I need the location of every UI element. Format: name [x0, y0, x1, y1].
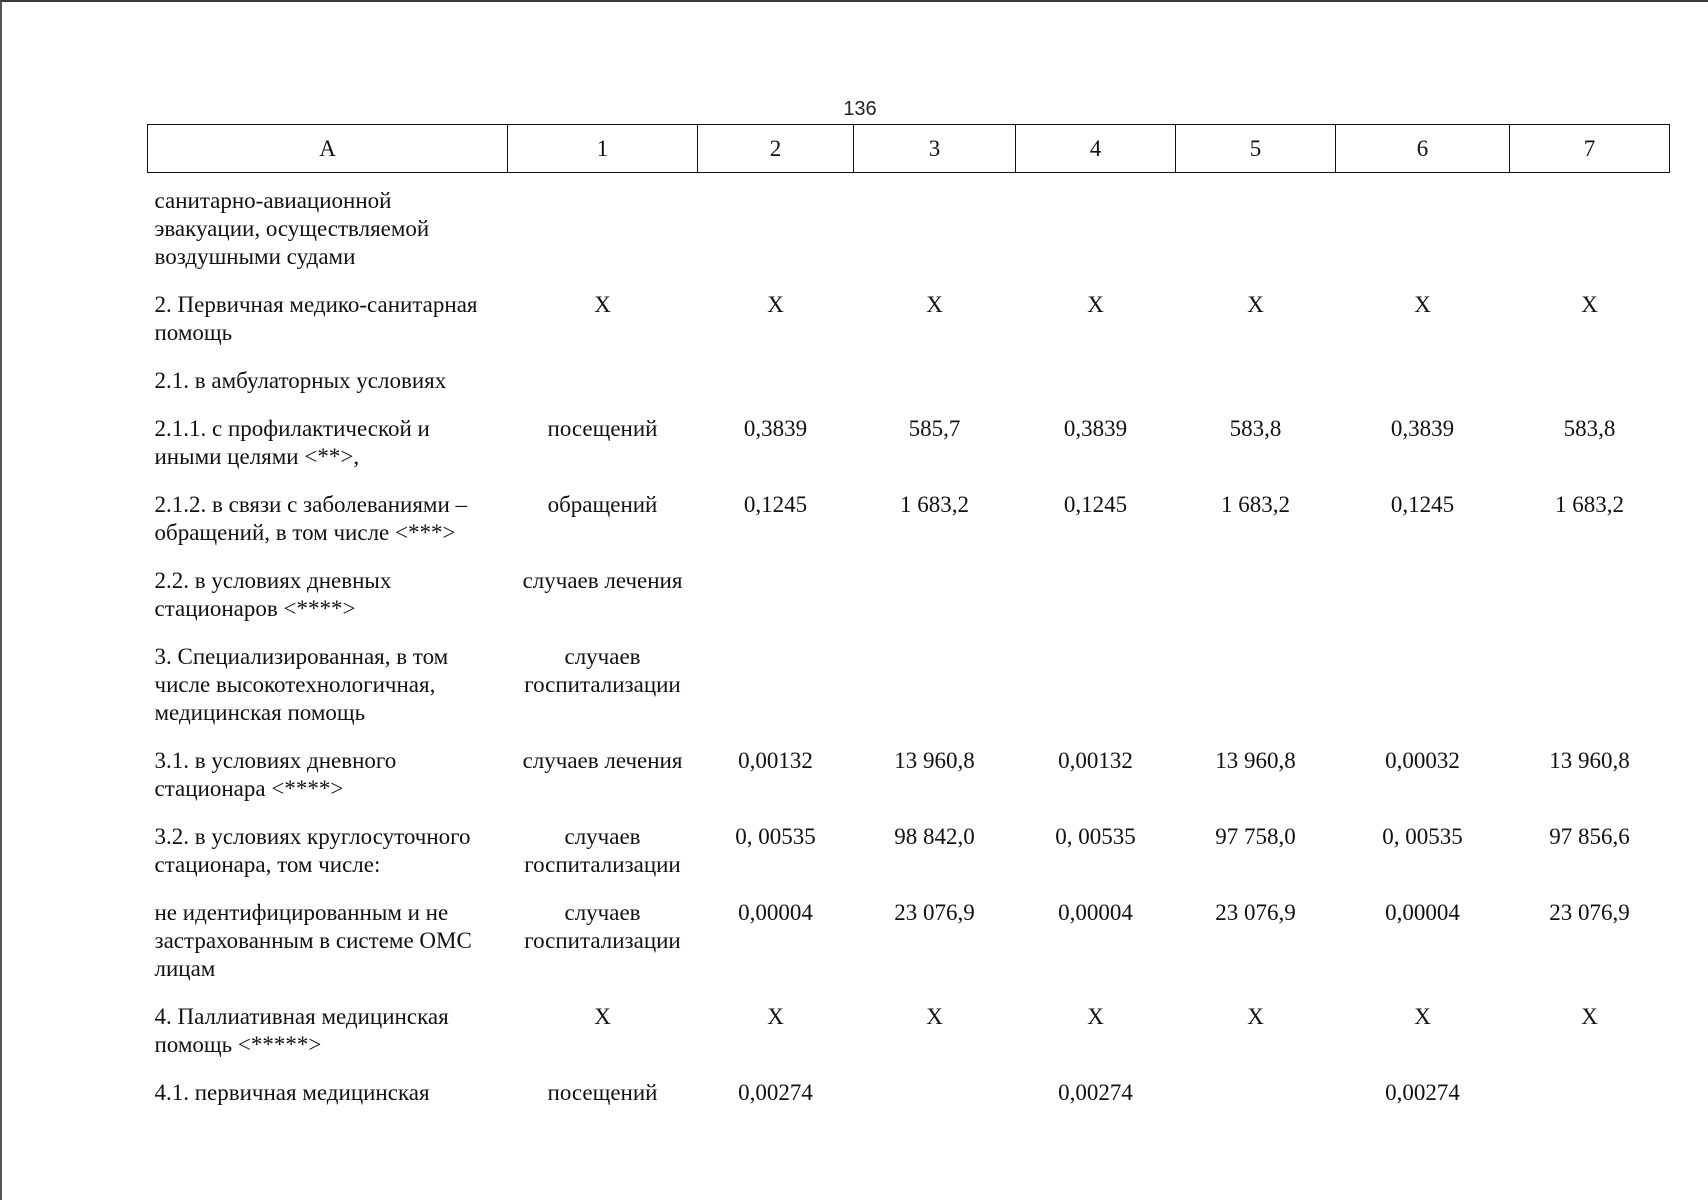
- column-header-1: 1: [508, 125, 698, 173]
- row-value-cell-col-5: 1 683,2: [1221, 492, 1290, 517]
- column-header-7: 7: [1510, 125, 1670, 173]
- row-value-cell-col-7: Х: [1581, 292, 1598, 317]
- column-header-4: 4: [1016, 125, 1176, 173]
- row-value-cell-col-6: 0,00274: [1385, 1080, 1460, 1105]
- row-value-cell-col-6: 0, 00535: [1382, 824, 1463, 849]
- table-spacer: [148, 173, 1670, 188]
- row-value-cell-col-7: 1 683,2: [1555, 492, 1624, 517]
- row-description-cell: 2.1.2. в связи с заболеваниями – обращений, в том числе <***>: [154, 492, 468, 545]
- row-description-cell: не идентифицированным и не застрахованным в системе ОМС лицам: [154, 900, 472, 981]
- row-value-cell-col-3: Х: [926, 1004, 943, 1029]
- row-value-cell-col-5: [1176, 643, 1336, 747]
- row-value-cell-col-2: 0,00004: [738, 900, 813, 925]
- row-value-cell-col-4: 0,3839: [1063, 416, 1128, 441]
- row-value-cell-col-4: Х: [1087, 292, 1104, 317]
- row-value-cell-col-5: Х: [1247, 1004, 1264, 1029]
- row-value-cell-col-2: [698, 367, 854, 415]
- row-value-cell-col-6: [1336, 187, 1510, 291]
- table-row: [148, 291, 1670, 367]
- row-value-cell-col-7: [1510, 643, 1670, 747]
- row-value-cell-col-3: 585,7: [908, 416, 961, 441]
- row-description-cell: санитарно-авиационной эвакуации, осуществляемой воздушными судами: [154, 188, 430, 269]
- row-value-cell-col-1: Х: [594, 292, 611, 317]
- row-value-cell-col-2: Х: [767, 1004, 784, 1029]
- row-value-cell-col-2: Х: [767, 292, 784, 317]
- row-value-cell-col-6: [1336, 567, 1510, 643]
- row-value-cell-col-6: 0,1245: [1390, 492, 1455, 517]
- row-value-cell-col-4: Х: [1087, 1004, 1104, 1029]
- row-value-cell-col-4: [1016, 367, 1176, 415]
- row-value-cell-col-1: посещений: [547, 416, 658, 441]
- table-header: [148, 125, 1670, 173]
- row-value-cell-col-4: [1016, 567, 1176, 643]
- table-row: [148, 491, 1670, 567]
- row-description-cell: 2.1.1. с профилактической и иными целями <**>,: [154, 416, 430, 469]
- row-value-cell-col-5: [1176, 567, 1336, 643]
- row-value-cell-col-3: [854, 1079, 1016, 1127]
- row-value-cell-col-2: 0,00274: [738, 1080, 813, 1105]
- table-row: [148, 1003, 1670, 1079]
- row-value-cell-col-7: [1510, 1079, 1670, 1127]
- row-value-cell-col-1: случаев госпитализации: [524, 644, 681, 697]
- table-row: [148, 747, 1670, 823]
- row-value-cell-col-1: [508, 367, 698, 415]
- row-value-cell-col-6: [1336, 367, 1510, 415]
- row-value-cell-col-4: 0,1245: [1063, 492, 1128, 517]
- row-value-cell-col-4: [1016, 643, 1176, 747]
- row-value-cell-col-3: 1 683,2: [900, 492, 969, 517]
- column-header-6: 6: [1336, 125, 1510, 173]
- row-description-cell: 2.1. в амбулаторных условиях: [154, 368, 447, 393]
- normatives-table: [147, 124, 1670, 1127]
- row-value-cell-col-4: 0,00132: [1058, 748, 1133, 773]
- row-value-cell-col-5: [1176, 367, 1336, 415]
- row-value-cell-col-6: 0,3839: [1390, 416, 1455, 441]
- table-row: [148, 643, 1670, 747]
- header-row: [148, 125, 1670, 173]
- row-value-cell-col-3: [854, 643, 1016, 747]
- table-row: [148, 899, 1670, 1003]
- row-value-cell-col-1: случаев лечения: [522, 568, 683, 593]
- row-value-cell-col-2: [698, 567, 854, 643]
- row-value-cell-col-2: 0, 00535: [735, 824, 816, 849]
- row-value-cell-col-5: [1176, 187, 1336, 291]
- row-value-cell-col-3: Х: [926, 292, 943, 317]
- row-value-cell-col-7: 97 856,6: [1549, 824, 1630, 849]
- row-value-cell-col-7: Х: [1581, 1004, 1598, 1029]
- row-value-cell-col-6: 0,00032: [1385, 748, 1460, 773]
- row-value-cell-col-6: [1336, 643, 1510, 747]
- row-value-cell-col-7: [1510, 567, 1670, 643]
- table-row: [148, 367, 1670, 415]
- row-value-cell-col-1: [508, 187, 698, 291]
- row-description-cell: 4. Паллиативная медицинская помощь <*****>: [154, 1004, 449, 1057]
- row-value-cell-col-6: Х: [1414, 1004, 1431, 1029]
- row-value-cell-col-4: 0,00004: [1058, 900, 1133, 925]
- row-value-cell-col-6: 0,00004: [1385, 900, 1460, 925]
- row-value-cell-col-1: случаев лечения: [522, 748, 683, 773]
- row-value-cell-col-5: 97 758,0: [1215, 824, 1296, 849]
- row-value-cell-col-1: обращений: [547, 492, 658, 517]
- table-row: [148, 567, 1670, 643]
- spacer-cell: [148, 173, 1670, 188]
- row-value-cell-col-7: [1510, 367, 1670, 415]
- row-value-cell-col-3: [854, 367, 1016, 415]
- row-value-cell-col-5: 23 076,9: [1215, 900, 1296, 925]
- table-row: [148, 1079, 1670, 1127]
- row-value-cell-col-4: [1016, 187, 1176, 291]
- row-description-cell: 3. Специализированная, в том числе высокотехнологичная, медицинская помощь: [154, 644, 449, 725]
- table-body: [148, 173, 1670, 1128]
- row-value-cell-col-3: [854, 187, 1016, 291]
- table-row: [148, 823, 1670, 899]
- table-row: [148, 187, 1670, 291]
- row-value-cell-col-6: Х: [1414, 292, 1431, 317]
- row-value-cell-col-7: 13 960,8: [1549, 748, 1630, 773]
- table-row: [148, 415, 1670, 491]
- row-value-cell-col-5: Х: [1247, 292, 1264, 317]
- column-header-a: А: [148, 125, 508, 173]
- row-value-cell-col-3: 23 076,9: [894, 900, 975, 925]
- row-value-cell-col-3: 13 960,8: [894, 748, 975, 773]
- row-value-cell-col-2: 0,3839: [743, 416, 808, 441]
- column-header-2: 2: [698, 125, 854, 173]
- row-value-cell-col-1: случаев госпитализации: [524, 900, 681, 953]
- row-value-cell-col-2: [698, 643, 854, 747]
- row-value-cell-col-4: 0, 00535: [1055, 824, 1136, 849]
- row-value-cell-col-4: 0,00274: [1058, 1080, 1133, 1105]
- row-value-cell-col-7: [1510, 187, 1670, 291]
- row-value-cell-col-1: Х: [594, 1004, 611, 1029]
- row-value-cell-col-1: посещений: [547, 1080, 658, 1105]
- row-value-cell-col-2: 0,00132: [738, 748, 813, 773]
- row-value-cell-col-7: 23 076,9: [1549, 900, 1630, 925]
- page-number: 136: [843, 98, 877, 120]
- row-description-cell: 2. Первичная медико-санитарная помощь: [154, 292, 478, 345]
- column-header-5: 5: [1176, 125, 1336, 173]
- row-value-cell-col-3: [854, 567, 1016, 643]
- row-value-cell-col-5: [1176, 1079, 1336, 1127]
- row-description-cell: 3.2. в условиях круглосуточного стационара, том числе:: [154, 824, 471, 877]
- row-description-cell: 2.2. в условиях дневных стационаров <****>: [154, 568, 392, 621]
- row-value-cell-col-5: 583,8: [1229, 416, 1282, 441]
- row-description-cell: 3.1. в условиях дневного стационара <****>: [154, 748, 397, 801]
- column-header-3: 3: [854, 125, 1016, 173]
- row-value-cell-col-7: 583,8: [1563, 416, 1616, 441]
- row-value-cell-col-5: 13 960,8: [1215, 748, 1296, 773]
- row-description-cell: 4.1. первичная медицинская: [154, 1080, 430, 1105]
- row-value-cell-col-2: 0,1245: [743, 492, 808, 517]
- row-value-cell-col-1: случаев госпитализации: [524, 824, 681, 877]
- row-value-cell-col-3: 98 842,0: [894, 824, 975, 849]
- row-value-cell-col-2: [698, 187, 854, 291]
